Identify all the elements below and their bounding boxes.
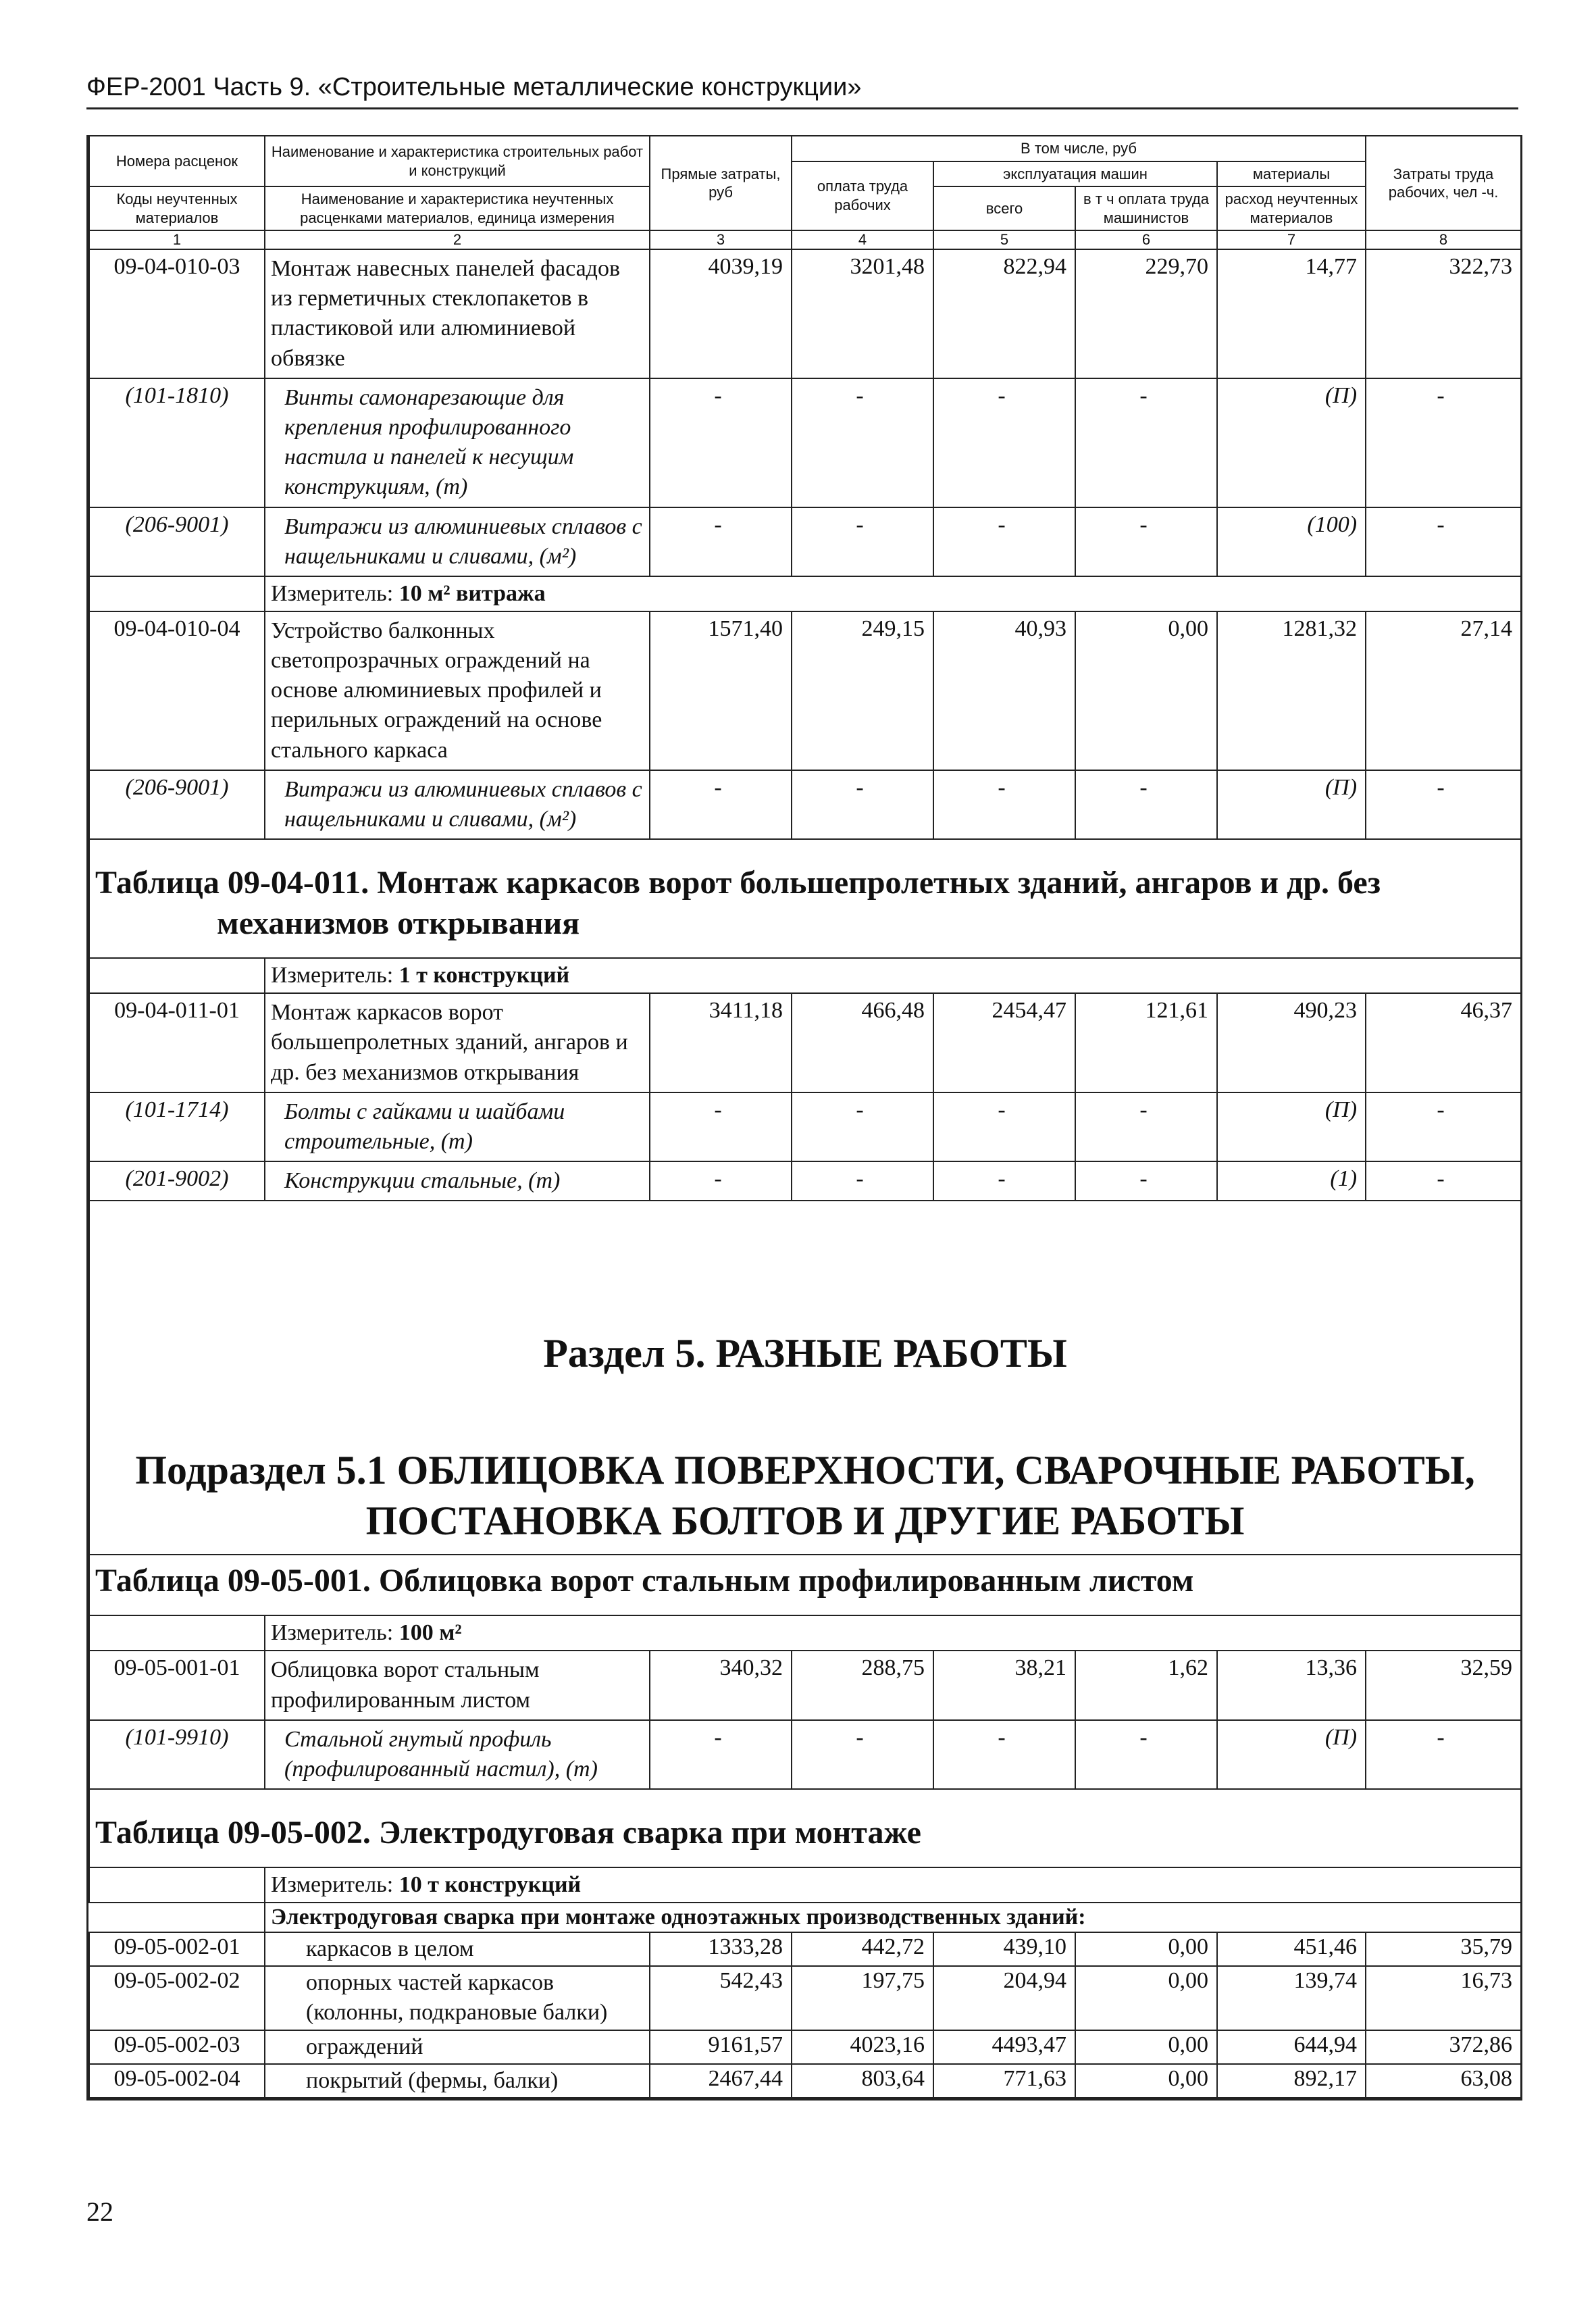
labor-hours: 46,37 bbox=[1366, 993, 1521, 1092]
direct-costs: 1333,28 bbox=[650, 1932, 792, 1966]
machines-total: 40,93 bbox=[933, 611, 1075, 770]
material-code: (206-9001) bbox=[89, 770, 265, 839]
machinist-pay: - bbox=[1075, 378, 1217, 507]
work-name: каркасов в целом bbox=[265, 1932, 650, 1966]
material-name: Болты с гайками и шайбами строительные, (т) bbox=[265, 1092, 650, 1161]
labor-hours: 16,73 bbox=[1366, 1966, 1521, 2030]
column-numbers-row bbox=[89, 230, 1521, 249]
machines-total: 439,10 bbox=[933, 1932, 1075, 1966]
table-row bbox=[89, 993, 1521, 1092]
table-row bbox=[89, 1932, 1521, 1966]
group-label: Электродуговая сварка при монтаже одноэтажных производственных зданий: bbox=[265, 1903, 1521, 1932]
labor-hours: 322,73 bbox=[1366, 249, 1521, 378]
labor-hours: - bbox=[1366, 770, 1521, 839]
material-code: (101-1810) bbox=[89, 378, 265, 507]
materials: 14,77 bbox=[1217, 249, 1366, 378]
machines-total: - bbox=[933, 507, 1075, 576]
table-row bbox=[89, 2030, 1521, 2064]
table-title: Таблица 09-04-011. Монтаж каркасов ворот большепролетных зданий, ангаров и др. без механизмов открывания bbox=[89, 839, 1521, 958]
materials: 1281,32 bbox=[1217, 611, 1366, 770]
col-codes-top: Номера расценок bbox=[89, 136, 265, 186]
labor-hours: - bbox=[1366, 1161, 1521, 1201]
machines-total: 38,21 bbox=[933, 1651, 1075, 1719]
work-name: Монтаж каркасов ворот большепролетных зданий, ангаров и др. без механизмов открывания bbox=[265, 993, 650, 1092]
materials: 13,36 bbox=[1217, 1651, 1366, 1719]
table-title-row bbox=[89, 1555, 1521, 1615]
machinist-pay: 229,70 bbox=[1075, 249, 1217, 378]
col-name-bottom: Наименование и характеристика неучтенных расценками материалов, единица измерения bbox=[265, 186, 650, 230]
direct-costs: - bbox=[650, 1720, 792, 1789]
work-name: опорных частей каркасов (колонны, подкрановые балки) bbox=[265, 1966, 650, 2030]
labor-hours: - bbox=[1366, 507, 1521, 576]
table-title: Таблица 09-05-002. Электродуговая сварка при монтаже bbox=[89, 1789, 1521, 1867]
col-machines-header: эксплуатация машин bbox=[933, 161, 1217, 187]
col-codes-bottom: Коды неучтенных материалов bbox=[89, 186, 265, 230]
work-name: Устройство балконных светопрозрачных ограждений на основе алюминиевых профилей и перильных ограждений на основе стального каркаса bbox=[265, 611, 650, 770]
column-number: 1 bbox=[89, 230, 265, 249]
labor-pay: - bbox=[792, 378, 933, 507]
direct-costs: - bbox=[650, 1092, 792, 1161]
direct-costs: 9161,57 bbox=[650, 2030, 792, 2064]
material-name: Винты самонарезающие для крепления профилированного настила и панелей к несущим конструкциям, (т) bbox=[265, 378, 650, 507]
column-number: 7 bbox=[1217, 230, 1366, 249]
labor-pay: - bbox=[792, 1092, 933, 1161]
labor-hours: 372,86 bbox=[1366, 2030, 1521, 2064]
labor-hours: 63,08 bbox=[1366, 2064, 1521, 2098]
unit-row bbox=[89, 1615, 1521, 1651]
machines-total: 771,63 bbox=[933, 2064, 1075, 2098]
material-name: Конструкции стальные, (т) bbox=[265, 1161, 650, 1201]
material-name: Витражи из алюминиевых сплавов с нащельниками и сливами, (м²) bbox=[265, 507, 650, 576]
direct-costs: 4039,19 bbox=[650, 249, 792, 378]
materials: 139,74 bbox=[1217, 1966, 1366, 2030]
work-name: ограждений bbox=[265, 2030, 650, 2064]
direct-costs: - bbox=[650, 1161, 792, 1201]
unit-row bbox=[89, 958, 1521, 993]
work-name: покрытий (фермы, балки) bbox=[265, 2064, 650, 2098]
unit-row bbox=[89, 1867, 1521, 1903]
labor-pay: - bbox=[792, 770, 933, 839]
rate-code: 09-04-010-04 bbox=[89, 611, 265, 770]
section-row bbox=[89, 1201, 1521, 1555]
page-header: ФЕР-2001 Часть 9. «Строительные металлические конструкции» bbox=[86, 73, 1518, 109]
labor-pay: 288,75 bbox=[792, 1651, 933, 1719]
unit-row bbox=[89, 576, 1521, 611]
table-row bbox=[89, 507, 1521, 576]
materials: 892,17 bbox=[1217, 2064, 1366, 2098]
materials: 451,46 bbox=[1217, 1932, 1366, 1966]
labor-pay: 466,48 bbox=[792, 993, 933, 1092]
header-row-1 bbox=[89, 136, 1521, 161]
machinist-pay: 0,00 bbox=[1075, 2030, 1217, 2064]
material-code: (206-9001) bbox=[89, 507, 265, 576]
table-title-row bbox=[89, 839, 1521, 958]
unit-label: Измеритель: 100 м² bbox=[265, 1615, 1521, 1651]
labor-pay: - bbox=[792, 1161, 933, 1201]
col-incl-header: В том числе, руб bbox=[792, 136, 1366, 161]
labor-pay: 4023,16 bbox=[792, 2030, 933, 2064]
material-name: Витражи из алюминиевых сплавов с нащельниками и сливами, (м²) bbox=[265, 770, 650, 839]
labor-hours: - bbox=[1366, 1720, 1521, 1789]
machines-total: - bbox=[933, 378, 1075, 507]
estimate-table bbox=[88, 135, 1522, 2098]
machinist-pay: 0,00 bbox=[1075, 1932, 1217, 1966]
direct-costs: 3411,18 bbox=[650, 993, 792, 1092]
table-title-row bbox=[89, 1789, 1521, 1867]
work-name: Облицовка ворот стальным профилированным листом bbox=[265, 1651, 650, 1719]
labor-pay: 442,72 bbox=[792, 1932, 933, 1966]
machinist-pay: - bbox=[1075, 1720, 1217, 1789]
machines-total: 4493,47 bbox=[933, 2030, 1075, 2064]
col-labor-hours: Затраты труда рабочих, чел -ч. bbox=[1366, 136, 1521, 230]
materials: (100) bbox=[1217, 507, 1366, 576]
col-machinist-pay: в т ч оплата труда машинистов bbox=[1075, 186, 1217, 230]
material-code: (201-9002) bbox=[89, 1161, 265, 1201]
materials: (П) bbox=[1217, 1092, 1366, 1161]
column-number: 6 bbox=[1075, 230, 1217, 249]
table-row bbox=[89, 1092, 1521, 1161]
machines-total: - bbox=[933, 770, 1075, 839]
col-name-top: Наименование и характеристика строительных работ и конструкций bbox=[265, 136, 650, 186]
column-number: 8 bbox=[1366, 230, 1521, 249]
direct-costs: 542,43 bbox=[650, 1966, 792, 2030]
machinist-pay: 0,00 bbox=[1075, 1966, 1217, 2030]
unit-label: Измеритель: 10 т конструкций bbox=[265, 1867, 1521, 1903]
machinist-pay: - bbox=[1075, 770, 1217, 839]
table-row bbox=[89, 378, 1521, 507]
machines-total: 822,94 bbox=[933, 249, 1075, 378]
rate-code: 09-04-011-01 bbox=[89, 993, 265, 1092]
machinist-pay: 121,61 bbox=[1075, 993, 1217, 1092]
labor-pay: 803,64 bbox=[792, 2064, 933, 2098]
column-number: 2 bbox=[265, 230, 650, 249]
work-name: Монтаж навесных панелей фасадов из герметичных стеклопакетов в пластиковой или алюминиевой обвязке bbox=[265, 249, 650, 378]
column-number: 4 bbox=[792, 230, 933, 249]
table-row bbox=[89, 770, 1521, 839]
unit-label: Измеритель: 10 м² витража bbox=[265, 576, 1521, 611]
labor-hours: 35,79 bbox=[1366, 1932, 1521, 1966]
machinist-pay: - bbox=[1075, 507, 1217, 576]
rate-code: 09-04-010-03 bbox=[89, 249, 265, 378]
group-row bbox=[89, 1903, 1521, 1932]
labor-pay: - bbox=[792, 507, 933, 576]
page-number: 22 bbox=[86, 2196, 113, 2227]
machines-total: - bbox=[933, 1161, 1075, 1201]
subsection-title: Подраздел 5.1 ОБЛИЦОВКА ПОВЕРХНОСТИ, СВАРОЧНЫЕ РАБОТЫ, ПОСТАНОВКА БОЛТОВ И ДРУГИЕ РАБОТЫ bbox=[135, 1448, 1475, 1544]
table-row bbox=[89, 2064, 1521, 2098]
table-row bbox=[89, 1720, 1521, 1789]
rate-code: 09-05-002-03 bbox=[89, 2030, 265, 2064]
labor-hours: - bbox=[1366, 1092, 1521, 1161]
labor-hours: - bbox=[1366, 378, 1521, 507]
machines-total: - bbox=[933, 1720, 1075, 1789]
estimate-sheet bbox=[86, 135, 1522, 2101]
machines-total: - bbox=[933, 1092, 1075, 1161]
col-direct-costs: Прямые затраты, руб bbox=[650, 136, 792, 230]
section-title: Раздел 5. РАЗНЫЕ РАБОТЫ bbox=[543, 1331, 1067, 1376]
material-name: Стальной гнутый профиль (профилированный настил), (т) bbox=[265, 1720, 650, 1789]
direct-costs: - bbox=[650, 507, 792, 576]
column-number: 3 bbox=[650, 230, 792, 249]
column-number: 5 bbox=[933, 230, 1075, 249]
materials: (1) bbox=[1217, 1161, 1366, 1201]
table-row bbox=[89, 611, 1521, 770]
table-row bbox=[89, 1651, 1521, 1719]
machinist-pay: 1,62 bbox=[1075, 1651, 1217, 1719]
materials: (П) bbox=[1217, 378, 1366, 507]
direct-costs: 1571,40 bbox=[650, 611, 792, 770]
col-labor-pay: оплата труда рабочих bbox=[792, 161, 933, 231]
table-title: Таблица 09-05-001. Облицовка ворот стальным профилированным листом bbox=[89, 1555, 1521, 1615]
direct-costs: - bbox=[650, 770, 792, 839]
table-row bbox=[89, 1966, 1521, 2030]
table-row bbox=[89, 249, 1521, 378]
materials: (П) bbox=[1217, 1720, 1366, 1789]
rate-code: 09-05-001-01 bbox=[89, 1651, 265, 1719]
machinist-pay: - bbox=[1075, 1161, 1217, 1201]
direct-costs: 340,32 bbox=[650, 1651, 792, 1719]
unit-label: Измеритель: 1 т конструкций bbox=[265, 958, 1521, 993]
rate-code: 09-05-002-04 bbox=[89, 2064, 265, 2098]
machines-total: 2454,47 bbox=[933, 993, 1075, 1092]
labor-hours: 27,14 bbox=[1366, 611, 1521, 770]
col-material-use: расход неучтенных материалов bbox=[1217, 186, 1366, 230]
machines-total: 204,94 bbox=[933, 1966, 1075, 2030]
machinist-pay: - bbox=[1075, 1092, 1217, 1161]
labor-pay: 197,75 bbox=[792, 1966, 933, 2030]
material-code: (101-9910) bbox=[89, 1720, 265, 1789]
col-machines-total: всего bbox=[933, 186, 1075, 230]
direct-costs: 2467,44 bbox=[650, 2064, 792, 2098]
rate-code: 09-05-002-02 bbox=[89, 1966, 265, 2030]
material-code: (101-1714) bbox=[89, 1092, 265, 1161]
machinist-pay: 0,00 bbox=[1075, 611, 1217, 770]
machinist-pay: 0,00 bbox=[1075, 2064, 1217, 2098]
direct-costs: - bbox=[650, 378, 792, 507]
labor-pay: 3201,48 bbox=[792, 249, 933, 378]
rate-code: 09-05-002-01 bbox=[89, 1932, 265, 1966]
materials: 490,23 bbox=[1217, 993, 1366, 1092]
col-materials-header: материалы bbox=[1217, 161, 1366, 187]
materials: (П) bbox=[1217, 770, 1366, 839]
materials: 644,94 bbox=[1217, 2030, 1366, 2064]
labor-pay: - bbox=[792, 1720, 933, 1789]
labor-pay: 249,15 bbox=[792, 611, 933, 770]
labor-hours: 32,59 bbox=[1366, 1651, 1521, 1719]
table-row bbox=[89, 1161, 1521, 1201]
